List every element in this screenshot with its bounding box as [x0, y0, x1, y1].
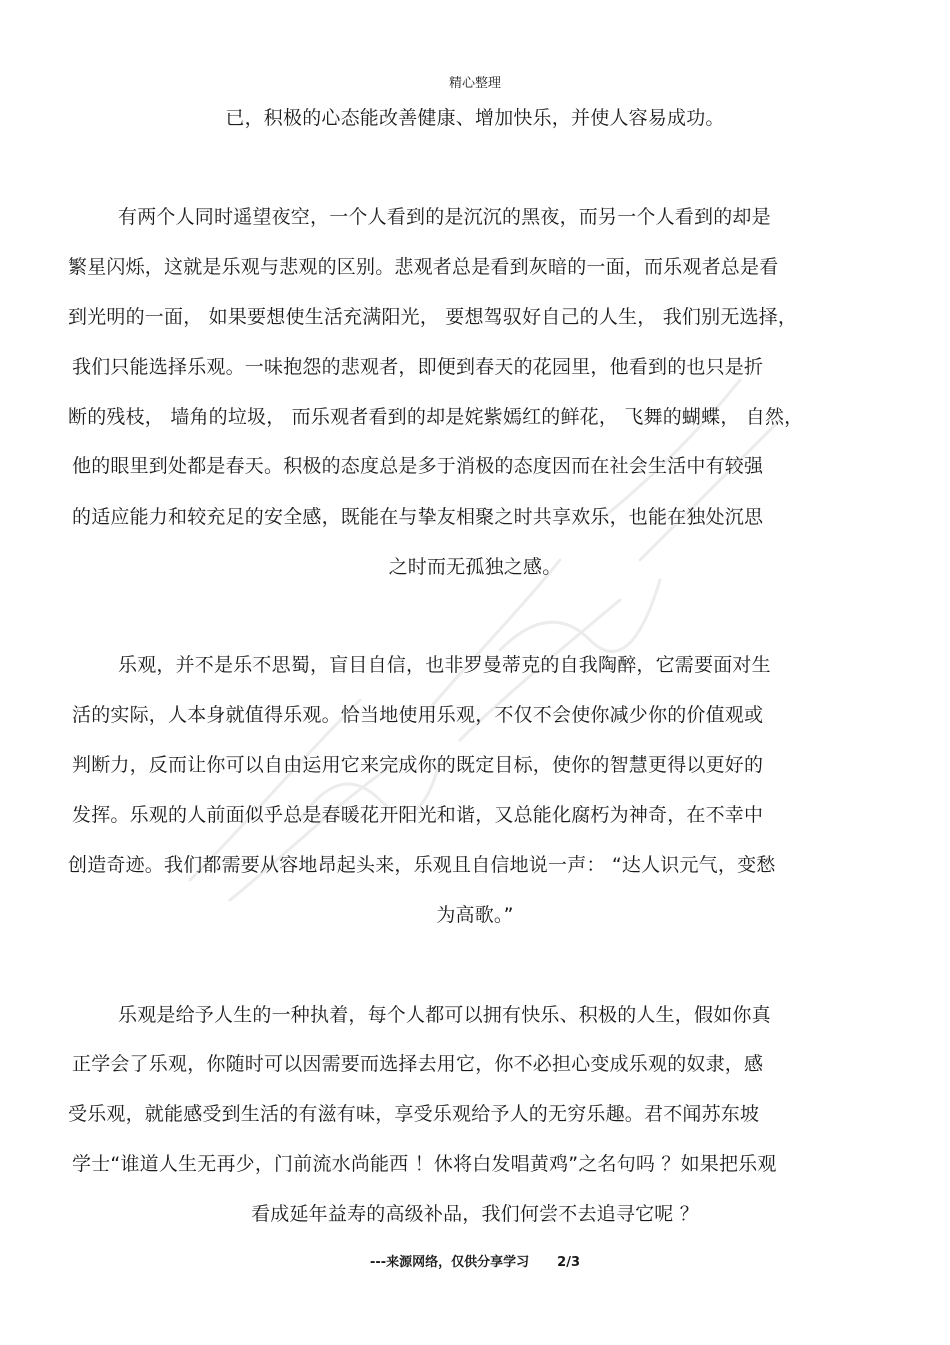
paragraph-line: 乐观，并不是乐不思蜀，盲目自信，也非罗曼蒂克的自我陶醉，它需要面对生 [118, 654, 771, 676]
paragraph-line: 断的残枝， 墙角的垃圾， 而乐观者看到的却是姹紫嫣红的鲜花， 飞舞的蝴蝶， 自然， [68, 406, 804, 428]
paragraph-line: 他的眼里到处都是春天。积极的态度总是多于消极的态度因而在社会生活中有较强 [72, 455, 764, 477]
paragraph-line: 正学会了乐观，你随时可以因需要而选择去用它，你不必担心变成乐观的奴隶，感 [72, 1053, 764, 1075]
paragraph-line: 判断力，反而让你可以自由运用它来完成你的既定目标，使你的智慧更得以更好的 [72, 754, 764, 776]
paragraph-line: 发挥。乐观的人前面似乎总是春暖花开阳光和谐，又总能化腐朽为神奇，在不幸中 [72, 804, 764, 826]
page-header: 精心整理 [448, 76, 501, 91]
paragraph-line: 为高歌。” [436, 904, 514, 926]
paragraph-line: 到光明的一面， 如果要想使生活充满阳光， 要想驾驭好自己的人生， 我们别无选择， [68, 306, 798, 328]
page-number: 2/3 [557, 1255, 581, 1270]
footer-source: ---来源网络，仅供分享学习 [369, 1255, 530, 1270]
paragraph-line: 学士“谁道人生无再少，门前流水尚能西 ！休将白发唱黄鸡”之名句吗 ？如果把乐观 [72, 1153, 777, 1175]
paragraph-line: 活的实际，人本身就值得乐观。恰当地使用乐观，不仅不会使你减少你的价值观或 [72, 704, 764, 726]
paragraph-line: 我们只能选择乐观。一味抱怨的悲观者，即便到春天的花园里，他看到的也只是折 [72, 356, 764, 378]
page-footer [0, 1251, 950, 1270]
paragraph-line: 乐观是给予人生的一种执着，每个人都可以拥有快乐、积极的人生，假如你真 [118, 1004, 771, 1026]
paragraph-line: 有两个人同时遥望夜空，一个人看到的是沉沉的黑夜，而另一个人看到的却是 [118, 206, 771, 228]
paragraph-line: 看成延年益寿的高级补品，我们何尝不去追寻它呢 ？ [251, 1203, 699, 1225]
paragraph-line: 受乐观，就能感受到生活的有滋有味，享受乐观给予人的无穷乐趣。君不闻苏东坡 [68, 1103, 760, 1125]
paragraph-line: 繁星闪烁，这就是乐观与悲观的区别。悲观者总是看到灰暗的一面，而乐观者总是看 [68, 256, 779, 278]
text-line: 已，积极的心态能改善健康、增加快乐，并使人容易成功。 [225, 107, 725, 129]
paragraph-line: 之时而无孤独之感。 [388, 556, 562, 578]
paragraph-line: 的适应能力和较充足的安全感，既能在与挚友相聚之时共享欢乐，也能在独处沉思 [72, 506, 764, 528]
paragraph-line: 创造奇迹。我们都需要从容地昂起头来，乐观且自信地说一声： “达人识元气，变愁 [68, 854, 776, 876]
